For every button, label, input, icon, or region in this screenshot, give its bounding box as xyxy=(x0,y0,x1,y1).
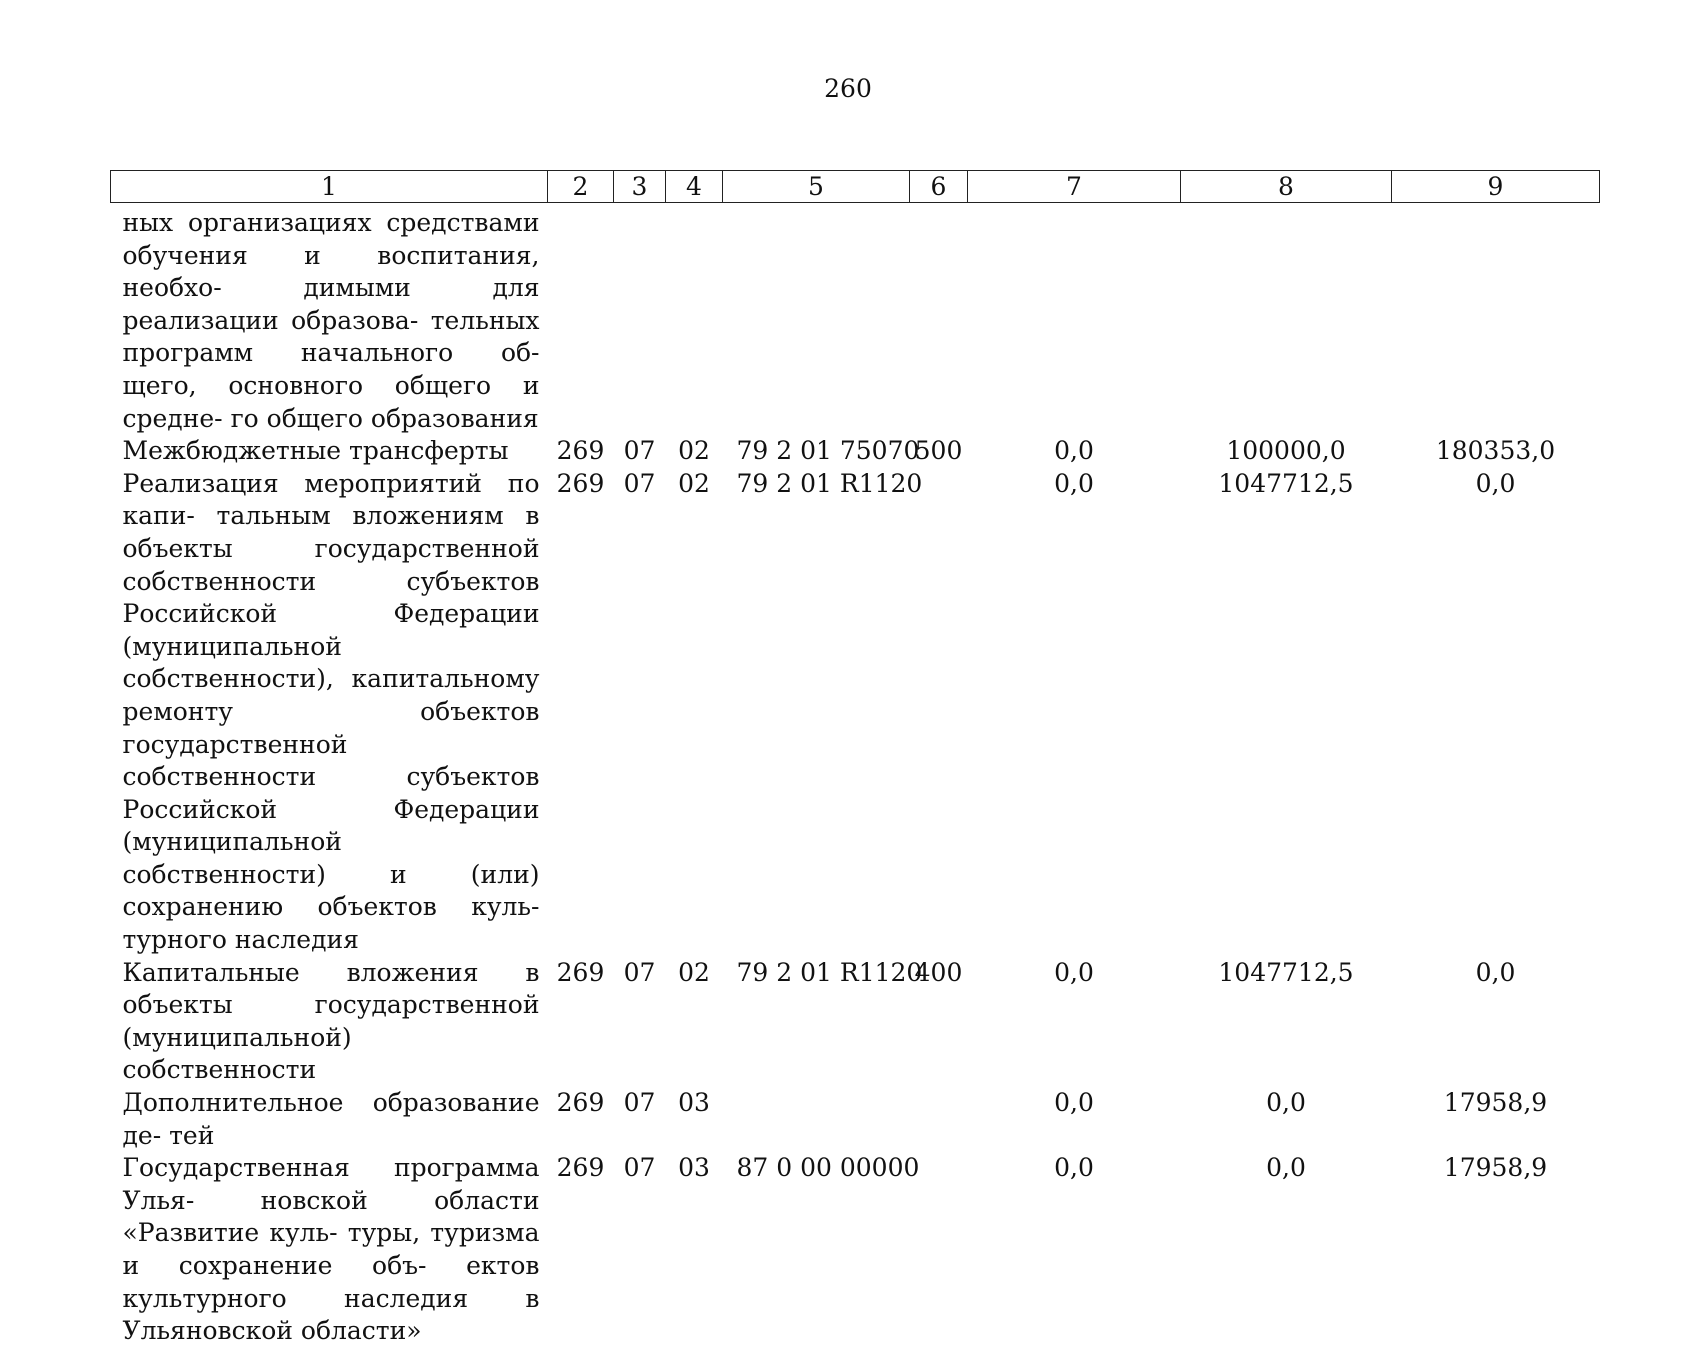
table-row xyxy=(111,203,1600,436)
description-line: (муниципальной собственности) и xyxy=(122,827,407,889)
cell-target-article-code: 79 2 01 75070 xyxy=(736,436,920,466)
cell-amount-col8: 1047712,5 xyxy=(1218,957,1354,987)
table-row xyxy=(111,1087,1600,1152)
cell-description xyxy=(111,435,548,468)
description-line: Капитальные вложения в объекты xyxy=(122,957,540,1020)
cell-amount-col9: 0,0 xyxy=(1475,468,1516,498)
cell-expense-type-code: 500 xyxy=(914,436,963,466)
description-line: государственной (муниципальной) xyxy=(122,990,540,1052)
header-col-2: 2 xyxy=(548,171,614,203)
cell-subsection-code: 03 xyxy=(678,1153,710,1183)
cell-subsection-code: 03 xyxy=(678,1088,710,1118)
header-row xyxy=(111,171,1600,203)
cell-subsection-code: 02 xyxy=(678,436,710,466)
cell-expense-type-code xyxy=(910,203,968,436)
cell-amount-col7: 0,0 xyxy=(1054,468,1094,498)
cell-expense-type-code xyxy=(910,1087,968,1152)
cell-amount-col8: 1047712,5 xyxy=(1218,468,1354,498)
cell-target-article-code: 79 2 01 R1120 xyxy=(736,957,923,987)
description-line: туры, туризма и сохранение объ- xyxy=(122,1218,540,1280)
cell-section-code: 07 xyxy=(623,957,656,987)
cell-target-article-code xyxy=(723,203,910,436)
cell-amount-col9 xyxy=(1392,203,1600,436)
header-col-9: 9 xyxy=(1392,171,1600,203)
description-line: ных организациях средствами xyxy=(122,208,540,237)
header-col-1: 1 xyxy=(111,171,548,203)
cell-amount-col8: 0,0 xyxy=(1266,1153,1306,1183)
cell-target-article-code xyxy=(723,1087,910,1152)
cell-ministry-code: 269 xyxy=(556,957,605,987)
description-line: субъектов Российской Федерации xyxy=(122,566,540,629)
cell-amount-col9: 0,0 xyxy=(1475,957,1516,987)
header-col-6: 6 xyxy=(910,171,968,203)
cell-expense-type-code xyxy=(910,468,968,957)
description-line: щего, основного общего и средне- xyxy=(122,370,540,433)
description-line: субъектов Российской Федерации xyxy=(122,762,540,824)
description-line: тальным вложениям в объекты xyxy=(122,501,540,563)
budget-table-wrapper xyxy=(110,170,1599,1348)
description-line: Межбюджетные трансферты xyxy=(122,436,509,466)
header-col-4: 4 xyxy=(666,171,723,203)
cell-ministry-code: 269 xyxy=(556,436,605,466)
cell-amount-col7: 0,0 xyxy=(1054,436,1094,466)
table-header xyxy=(111,171,1600,203)
cell-amount-col7: 0,0 xyxy=(1054,1153,1094,1183)
cell-ministry-code: 269 xyxy=(556,468,605,498)
cell-amount-col9: 17958,9 xyxy=(1443,1153,1548,1183)
cell-section-code xyxy=(614,203,666,436)
header-col-8: 8 xyxy=(1181,171,1392,203)
description-line: го общего образования xyxy=(230,403,539,433)
cell-subsection-code: 02 xyxy=(678,957,710,987)
description-line: турного наследия xyxy=(122,925,359,955)
cell-subsection-code xyxy=(666,203,723,436)
description-line: тей xyxy=(169,1120,215,1150)
page-number: 260 xyxy=(824,74,872,103)
cell-target-article-code: 79 2 01 R1120 xyxy=(736,468,923,498)
cell-description xyxy=(111,1087,548,1152)
cell-amount-col8 xyxy=(1181,203,1392,436)
cell-section-code: 07 xyxy=(623,436,656,466)
cell-description xyxy=(111,203,548,436)
description-line: Реализация мероприятий по капи- xyxy=(122,468,540,531)
cell-amount-col7: 0,0 xyxy=(1054,957,1094,987)
description-line: капитальному ремонту объектов xyxy=(122,664,540,726)
cell-subsection-code: 02 xyxy=(678,468,710,498)
cell-amount-col7: 0,0 xyxy=(1054,1088,1094,1118)
description-line: (или) сохранению объектов куль- xyxy=(122,859,540,922)
table-row xyxy=(111,1152,1600,1348)
description-line: (муниципальной собственности), xyxy=(122,631,342,694)
cell-section-code: 07 xyxy=(623,468,656,498)
description-line: Ульяновской области» xyxy=(122,1316,422,1346)
cell-description xyxy=(111,1152,548,1348)
cell-description xyxy=(111,957,548,1087)
description-line: новской области «Развитие куль- xyxy=(122,1185,540,1248)
cell-amount-col9: 180353,0 xyxy=(1435,436,1556,466)
description-line: Государственная программа Улья- xyxy=(122,1153,540,1215)
cell-ministry-code xyxy=(548,203,614,436)
cell-description xyxy=(111,468,548,957)
description-line: димыми для реализации образова- xyxy=(122,273,540,335)
table-body xyxy=(111,203,1600,1348)
budget-table xyxy=(110,170,1600,1348)
cell-ministry-code: 269 xyxy=(556,1153,605,1183)
description-line: ектов культурного наследия в xyxy=(122,1251,540,1313)
header-col-3: 3 xyxy=(614,171,666,203)
cell-amount-col7 xyxy=(968,203,1181,436)
description-line: обучения и воспитания, необхо- xyxy=(122,240,540,303)
cell-amount-col8: 100000,0 xyxy=(1226,436,1346,466)
description-line: Дополнительное образование де- xyxy=(122,1088,540,1150)
cell-section-code: 07 xyxy=(623,1153,656,1183)
table-row xyxy=(111,468,1600,957)
cell-amount-col9: 17958,9 xyxy=(1443,1088,1548,1118)
description-line: государственной собственности xyxy=(122,729,348,792)
header-col-7: 7 xyxy=(968,171,1181,203)
table-row xyxy=(111,957,1600,1087)
cell-expense-type-code: 400 xyxy=(914,957,963,987)
cell-ministry-code: 269 xyxy=(556,1088,605,1118)
cell-target-article-code: 87 0 00 00000 xyxy=(736,1153,920,1183)
description-line: государственной собственности xyxy=(122,533,540,596)
cell-amount-col8: 0,0 xyxy=(1266,1088,1306,1118)
description-line: собственности xyxy=(122,1055,317,1085)
description-line: тельных программ начального об- xyxy=(122,305,540,368)
cell-section-code: 07 xyxy=(623,1088,656,1118)
table-row xyxy=(111,435,1600,468)
header-col-5: 5 xyxy=(723,171,910,203)
